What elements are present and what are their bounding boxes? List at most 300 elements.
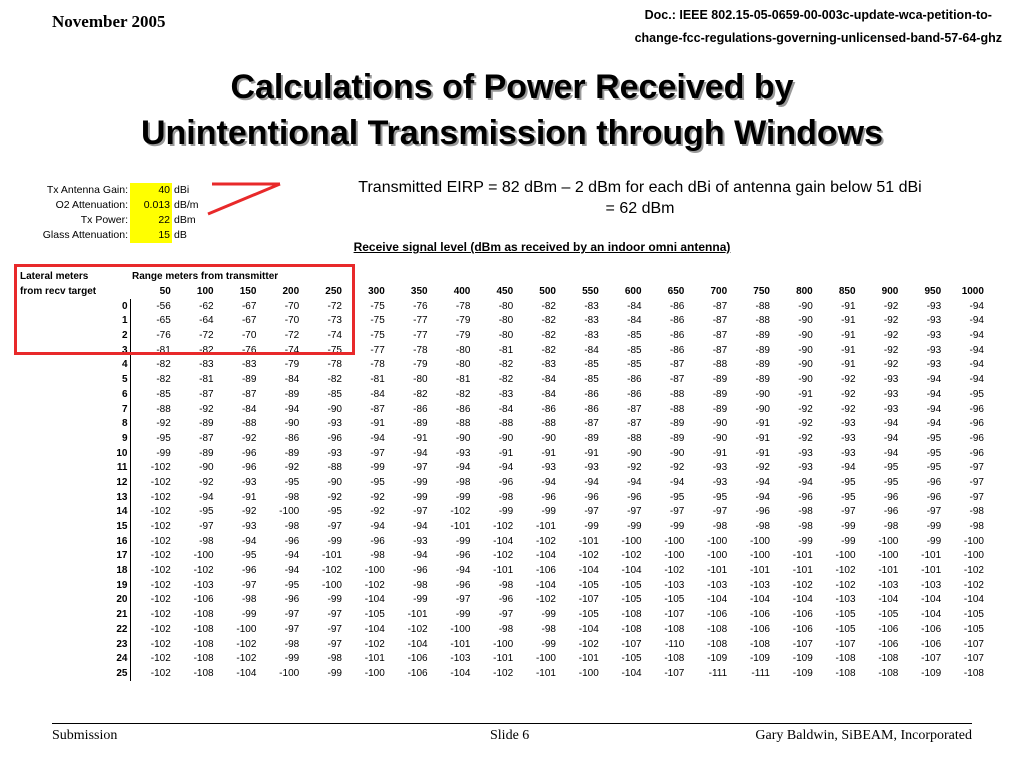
lateral-cell: 22 bbox=[18, 623, 130, 638]
table-cell: -106 bbox=[792, 623, 813, 635]
table-cell: -83 bbox=[498, 388, 514, 400]
table-cell: -98 bbox=[755, 521, 770, 533]
table-cell: -100 bbox=[321, 579, 342, 591]
table-cell: -93 bbox=[841, 432, 856, 444]
table-cell: -93 bbox=[926, 330, 942, 342]
table-cell: -108 bbox=[707, 623, 728, 635]
table-cell: -99 bbox=[327, 667, 342, 679]
table-cell: -96 bbox=[498, 476, 514, 488]
table-cell: -86 bbox=[541, 403, 556, 415]
table-cell: -88 bbox=[455, 418, 471, 430]
table-cell: -92 bbox=[883, 344, 899, 356]
table-cell: -86 bbox=[669, 344, 685, 356]
table-cell: -90 bbox=[712, 418, 728, 430]
table-cell: -79 bbox=[455, 315, 471, 327]
table-cell: -92 bbox=[798, 432, 813, 444]
table-cell: -80 bbox=[498, 300, 514, 312]
parameter-value: 15 bbox=[130, 228, 172, 243]
table-cell: -98 bbox=[284, 521, 300, 533]
table-cell: -108 bbox=[878, 653, 899, 665]
table-row bbox=[18, 578, 986, 593]
table-cell: -91 bbox=[755, 418, 770, 430]
table-cell: -92 bbox=[883, 300, 899, 312]
table-cell: -93 bbox=[327, 418, 342, 430]
table-cell: -94 bbox=[926, 374, 942, 386]
table-cell: -99 bbox=[584, 521, 599, 533]
table-cell: -108 bbox=[193, 653, 214, 665]
table-cell: -92 bbox=[284, 462, 300, 474]
table-cell: -98 bbox=[370, 550, 385, 562]
table-cell: -89 bbox=[199, 418, 214, 430]
table-cell: -96 bbox=[327, 432, 342, 444]
table-cell: -99 bbox=[669, 521, 685, 533]
table-cell: -88 bbox=[327, 462, 342, 474]
table-cell: -105 bbox=[835, 609, 856, 621]
table-cell: -99 bbox=[455, 491, 471, 503]
table-cell: -97 bbox=[199, 521, 214, 533]
table-cell: -100 bbox=[963, 535, 984, 547]
table-cell: -94 bbox=[798, 476, 813, 488]
table-cell: -108 bbox=[193, 638, 214, 650]
table-cell: -83 bbox=[541, 359, 556, 371]
table-cell: -103 bbox=[921, 579, 942, 591]
table-cell: -97 bbox=[584, 506, 599, 518]
table-cell: -86 bbox=[627, 388, 642, 400]
table-cell: -102 bbox=[150, 476, 171, 488]
table-cell: -96 bbox=[969, 432, 984, 444]
table-cell: -81 bbox=[498, 344, 514, 356]
table-cell: -97 bbox=[498, 609, 514, 621]
table-cell: -88 bbox=[241, 418, 257, 430]
table-row bbox=[18, 358, 986, 373]
table-cell: -91 bbox=[755, 432, 770, 444]
table-cell: -79 bbox=[413, 359, 428, 371]
table-cell: -104 bbox=[792, 594, 813, 606]
table-cell: -94 bbox=[413, 447, 428, 459]
table-cell: -92 bbox=[841, 374, 856, 386]
table-caption: Receive signal level (dBm as received by an indoor omni antenna) bbox=[353, 240, 731, 254]
eirp-note-line-1: Transmitted EIRP = 82 dBm – 2 dBm for each dBi of antenna gain below 51 dBi bbox=[358, 179, 922, 196]
table-cell: -96 bbox=[241, 447, 257, 459]
table-cell: -93 bbox=[241, 476, 257, 488]
table-cell: -101 bbox=[493, 653, 514, 665]
table-cell: -102 bbox=[364, 579, 385, 591]
table-cell: -101 bbox=[450, 521, 471, 533]
table-cell: -89 bbox=[755, 344, 770, 356]
table-cell: -56 bbox=[156, 300, 171, 312]
table-cell: -104 bbox=[578, 623, 599, 635]
table-cell: -93 bbox=[455, 447, 471, 459]
table-cell: -96 bbox=[755, 506, 770, 518]
table-cell: -70 bbox=[241, 330, 257, 342]
table-cell: -101 bbox=[792, 565, 813, 577]
table-cell: -96 bbox=[798, 491, 813, 503]
lateral-cell: 9 bbox=[18, 432, 130, 447]
table-cell: -93 bbox=[712, 476, 728, 488]
table-cell: -94 bbox=[370, 432, 385, 444]
range-header-cell: 900 bbox=[881, 286, 899, 298]
table-cell: -92 bbox=[883, 315, 899, 327]
table-cell: -102 bbox=[963, 565, 984, 577]
table-cell: -99 bbox=[455, 535, 471, 547]
lateral-cell: 0 bbox=[18, 299, 130, 314]
table-cell: -95 bbox=[712, 491, 728, 503]
table-cell: -81 bbox=[455, 374, 471, 386]
lateral-cell: 21 bbox=[18, 608, 130, 623]
table-cell: -108 bbox=[664, 653, 685, 665]
table-cell: -97 bbox=[327, 638, 342, 650]
table-row bbox=[18, 432, 986, 447]
table-cell: -93 bbox=[926, 359, 942, 371]
table-cell: -101 bbox=[535, 521, 556, 533]
table-cell: -93 bbox=[841, 418, 856, 430]
table-cell: -100 bbox=[493, 638, 514, 650]
table-cell: -108 bbox=[193, 667, 214, 679]
table-cell: -100 bbox=[749, 550, 770, 562]
table-cell: -102 bbox=[150, 521, 171, 533]
parameter-unit: dBi bbox=[174, 184, 190, 196]
table-cell: -90 bbox=[284, 418, 300, 430]
table-cell: -94 bbox=[413, 521, 428, 533]
table-cell: -86 bbox=[584, 403, 599, 415]
table-cell: -103 bbox=[835, 594, 856, 606]
table-cell: -101 bbox=[493, 565, 514, 577]
table-cell: -106 bbox=[535, 565, 556, 577]
table-cell: -103 bbox=[707, 579, 728, 591]
table-cell: -98 bbox=[712, 521, 728, 533]
table-cell: -89 bbox=[584, 432, 599, 444]
table-cell: -93 bbox=[798, 447, 813, 459]
table-row bbox=[18, 373, 986, 388]
table-cell: -70 bbox=[284, 315, 300, 327]
table-cell: -80 bbox=[413, 374, 428, 386]
table-cell: -82 bbox=[413, 388, 428, 400]
table-row bbox=[18, 388, 986, 403]
table-cell: -106 bbox=[749, 623, 770, 635]
table-cell: -90 bbox=[327, 403, 342, 415]
table-cell: -97 bbox=[327, 623, 342, 635]
table-row bbox=[18, 505, 986, 520]
table-cell: -97 bbox=[413, 462, 428, 474]
table-cell: -88 bbox=[541, 418, 556, 430]
range-header-cell: 50 bbox=[159, 286, 171, 298]
eirp-note-line-2: = 62 dBm bbox=[605, 200, 675, 217]
table-cell: -93 bbox=[584, 462, 599, 474]
lateral-cell: 18 bbox=[18, 564, 130, 579]
table-cell: -83 bbox=[584, 330, 599, 342]
table-cell: -94 bbox=[199, 491, 214, 503]
table-cell: -92 bbox=[841, 388, 856, 400]
table-cell: -90 bbox=[798, 344, 813, 356]
lateral-cell: 2 bbox=[18, 329, 130, 344]
table-cell: -87 bbox=[584, 418, 599, 430]
table-cell: -77 bbox=[370, 344, 385, 356]
table-cell: -81 bbox=[199, 374, 214, 386]
table-cell: -64 bbox=[199, 315, 214, 327]
table-cell: -105 bbox=[835, 623, 856, 635]
table-cell: -100 bbox=[963, 550, 984, 562]
table-cell: -82 bbox=[327, 374, 342, 386]
annotation-line-connector bbox=[208, 184, 280, 214]
table-cell: -91 bbox=[841, 330, 856, 342]
parameter-unit: dBm bbox=[174, 214, 196, 226]
range-header-cell: 800 bbox=[796, 286, 813, 298]
table-cell: -106 bbox=[921, 638, 942, 650]
table-cell: -108 bbox=[963, 667, 984, 679]
table-cell: -95 bbox=[883, 476, 899, 488]
range-header-cell: 500 bbox=[539, 286, 556, 298]
lateral-cell: 10 bbox=[18, 446, 130, 461]
table-cell: -108 bbox=[835, 653, 856, 665]
table-cell: -104 bbox=[407, 638, 428, 650]
table-cell: -83 bbox=[584, 300, 599, 312]
parameter-value: 40 bbox=[130, 183, 172, 198]
table-cell: -82 bbox=[455, 388, 471, 400]
table-cell: -89 bbox=[755, 374, 770, 386]
table-cell: -95 bbox=[841, 476, 856, 488]
table-cell: -94 bbox=[455, 462, 471, 474]
table-cell: -98 bbox=[455, 476, 471, 488]
table-cell: -87 bbox=[669, 374, 685, 386]
lateral-cell: 3 bbox=[18, 343, 130, 358]
lateral-cell: 8 bbox=[18, 417, 130, 432]
table-cell: -95 bbox=[370, 476, 385, 488]
table-cell: -94 bbox=[883, 432, 899, 444]
table-cell: -102 bbox=[321, 565, 342, 577]
table-cell: -105 bbox=[878, 609, 899, 621]
table-cell: -100 bbox=[279, 667, 300, 679]
eirp-note bbox=[282, 177, 998, 219]
table-cell: -89 bbox=[669, 432, 685, 444]
table-cell: -106 bbox=[878, 638, 899, 650]
table-cell: -101 bbox=[878, 565, 899, 577]
table-cell: -103 bbox=[749, 579, 770, 591]
table-cell: -90 bbox=[669, 447, 685, 459]
table-cell: -94 bbox=[584, 476, 599, 488]
table-cell: -105 bbox=[963, 609, 984, 621]
table-cell: -109 bbox=[792, 653, 813, 665]
table-cell: -85 bbox=[584, 374, 599, 386]
table-cell: -99 bbox=[156, 447, 171, 459]
table-cell: -100 bbox=[279, 506, 300, 518]
table-cell: -97 bbox=[841, 506, 856, 518]
table-cell: -72 bbox=[327, 300, 342, 312]
table-cell: -94 bbox=[926, 388, 942, 400]
table-cell: -101 bbox=[578, 653, 599, 665]
table-cell: -104 bbox=[621, 667, 642, 679]
table-cell: -105 bbox=[364, 609, 385, 621]
table-cell: -99 bbox=[541, 506, 556, 518]
table-cell: -104 bbox=[621, 565, 642, 577]
table-cell: -79 bbox=[284, 359, 300, 371]
table-row bbox=[18, 520, 986, 535]
table-row bbox=[18, 623, 986, 638]
table-cell: -92 bbox=[241, 506, 257, 518]
table-cell: -98 bbox=[969, 506, 984, 518]
table-cell: -102 bbox=[150, 653, 171, 665]
table-cell: -100 bbox=[621, 535, 642, 547]
table-cell: -101 bbox=[749, 565, 770, 577]
table-cell: -94 bbox=[241, 535, 257, 547]
table-cell: -99 bbox=[841, 521, 856, 533]
table-cell: -95 bbox=[284, 579, 300, 591]
table-cell: -94 bbox=[455, 565, 471, 577]
table-cell: -98 bbox=[413, 579, 428, 591]
table-cell: -91 bbox=[841, 300, 856, 312]
table-cell: -94 bbox=[969, 344, 984, 356]
table-cell: -82 bbox=[498, 359, 514, 371]
table-cell: -98 bbox=[498, 491, 514, 503]
table-cell: -100 bbox=[578, 667, 599, 679]
table-cell: -108 bbox=[878, 667, 899, 679]
table-cell: -95 bbox=[926, 462, 942, 474]
table-cell: -106 bbox=[878, 623, 899, 635]
table-cell: -97 bbox=[455, 594, 471, 606]
table-cell: -86 bbox=[284, 432, 300, 444]
table-cell: -93 bbox=[926, 300, 942, 312]
table-cell: -94 bbox=[841, 462, 856, 474]
table-cell: -88 bbox=[156, 403, 171, 415]
table-cell: -89 bbox=[755, 330, 770, 342]
table-cell: -86 bbox=[669, 330, 685, 342]
slide-title-line-1: Calculations of Power Received by bbox=[230, 68, 794, 106]
range-header-cell: 550 bbox=[582, 286, 599, 298]
table-cell: -100 bbox=[878, 535, 899, 547]
table-cell: -102 bbox=[578, 550, 599, 562]
table-cell: -102 bbox=[150, 506, 171, 518]
table-cell: -93 bbox=[883, 403, 899, 415]
table-cell: -85 bbox=[627, 359, 642, 371]
table-cell: -84 bbox=[627, 315, 642, 327]
table-cell: -102 bbox=[664, 565, 685, 577]
table-cell: -76 bbox=[241, 344, 257, 356]
table-cell: -86 bbox=[627, 374, 642, 386]
table-cell: -86 bbox=[413, 403, 428, 415]
table-cell: -100 bbox=[364, 565, 385, 577]
table-cell: -88 bbox=[627, 432, 642, 444]
table-cell: -94 bbox=[883, 447, 899, 459]
table-cell: -77 bbox=[413, 315, 428, 327]
parameter-unit: dB bbox=[174, 229, 187, 241]
table-cell: -101 bbox=[450, 638, 471, 650]
table-cell: -102 bbox=[150, 565, 171, 577]
table-cell: -94 bbox=[969, 359, 984, 371]
table-cell: -90 bbox=[798, 315, 813, 327]
table-row bbox=[18, 461, 986, 476]
table-cell: -102 bbox=[150, 491, 171, 503]
table-cell: -87 bbox=[669, 359, 685, 371]
table-cell: -91 bbox=[413, 432, 428, 444]
table-cell: -91 bbox=[841, 315, 856, 327]
table-cell: -104 bbox=[535, 579, 556, 591]
table-cell: -75 bbox=[370, 330, 385, 342]
lateral-cell: 20 bbox=[18, 593, 130, 608]
table-cell: -90 bbox=[798, 374, 813, 386]
table-cell: -92 bbox=[669, 462, 685, 474]
table-cell: -100 bbox=[707, 535, 728, 547]
range-header-cell: 150 bbox=[239, 286, 257, 298]
table-cell: -106 bbox=[749, 609, 770, 621]
table-cell: -100 bbox=[450, 623, 471, 635]
table-cell: -100 bbox=[664, 550, 685, 562]
table-cell: -97 bbox=[284, 623, 300, 635]
table-cell: -86 bbox=[669, 315, 685, 327]
table-cell: -90 bbox=[498, 432, 514, 444]
table-cell: -87 bbox=[712, 315, 728, 327]
table-cell: -85 bbox=[627, 330, 642, 342]
table-cell: -98 bbox=[284, 638, 300, 650]
table-cell: -67 bbox=[241, 315, 257, 327]
table-cell: -88 bbox=[755, 300, 770, 312]
table-cell: -82 bbox=[498, 374, 514, 386]
table-cell: -77 bbox=[413, 330, 428, 342]
lateral-cell: 11 bbox=[18, 461, 130, 476]
range-header-cell: 650 bbox=[667, 286, 685, 298]
table-cell: -101 bbox=[407, 609, 428, 621]
table-row bbox=[18, 564, 986, 579]
table-cell: -80 bbox=[498, 315, 514, 327]
table-cell: -102 bbox=[450, 506, 471, 518]
table-cell: -105 bbox=[963, 623, 984, 635]
table-cell: -104 bbox=[578, 565, 599, 577]
table-cell: -102 bbox=[621, 550, 642, 562]
table-cell: -84 bbox=[241, 403, 257, 415]
table-row bbox=[18, 608, 986, 623]
table-cell: -107 bbox=[963, 653, 984, 665]
table-cell: -91 bbox=[498, 447, 514, 459]
table-cell: -96 bbox=[627, 491, 642, 503]
table-cell: -103 bbox=[664, 579, 685, 591]
table-cell: -90 bbox=[712, 432, 728, 444]
table-cell: -98 bbox=[541, 623, 556, 635]
table-cell: -90 bbox=[755, 388, 770, 400]
table-cell: -106 bbox=[792, 609, 813, 621]
table-cell: -99 bbox=[926, 521, 942, 533]
table-cell: -104 bbox=[963, 594, 984, 606]
table-row bbox=[18, 652, 986, 667]
table-cell: -89 bbox=[669, 418, 685, 430]
table-cell: -101 bbox=[364, 653, 385, 665]
table-cell: -91 bbox=[241, 491, 257, 503]
table-cell: -111 bbox=[751, 667, 770, 679]
lateral-cell: 6 bbox=[18, 388, 130, 403]
table-cell: -94 bbox=[969, 330, 984, 342]
parameter-value: 22 bbox=[130, 213, 172, 228]
footer-submission: Submission bbox=[52, 728, 118, 743]
table-cell: -107 bbox=[664, 667, 685, 679]
lateral-cell: 5 bbox=[18, 373, 130, 388]
table-cell: -94 bbox=[284, 565, 300, 577]
table-cell: -97 bbox=[327, 521, 342, 533]
table-cell: -95 bbox=[883, 462, 899, 474]
table-cell: -106 bbox=[193, 594, 214, 606]
table-cell: -98 bbox=[241, 594, 257, 606]
table-cell: -101 bbox=[535, 667, 556, 679]
table-cell: -87 bbox=[199, 432, 214, 444]
range-header-cell: 450 bbox=[496, 286, 514, 298]
table-cell: -99 bbox=[370, 462, 385, 474]
range-header-cell: 950 bbox=[924, 286, 942, 298]
table-cell: -104 bbox=[450, 667, 471, 679]
table-cell: -104 bbox=[921, 594, 942, 606]
table-cell: -103 bbox=[878, 579, 899, 591]
row-header-label-1: Lateral meters bbox=[20, 271, 89, 283]
table-cell: -82 bbox=[156, 359, 171, 371]
highlight-box bbox=[14, 264, 355, 355]
table-cell: -67 bbox=[241, 300, 257, 312]
lateral-cell: 1 bbox=[18, 314, 130, 329]
table-cell: -93 bbox=[413, 535, 428, 547]
